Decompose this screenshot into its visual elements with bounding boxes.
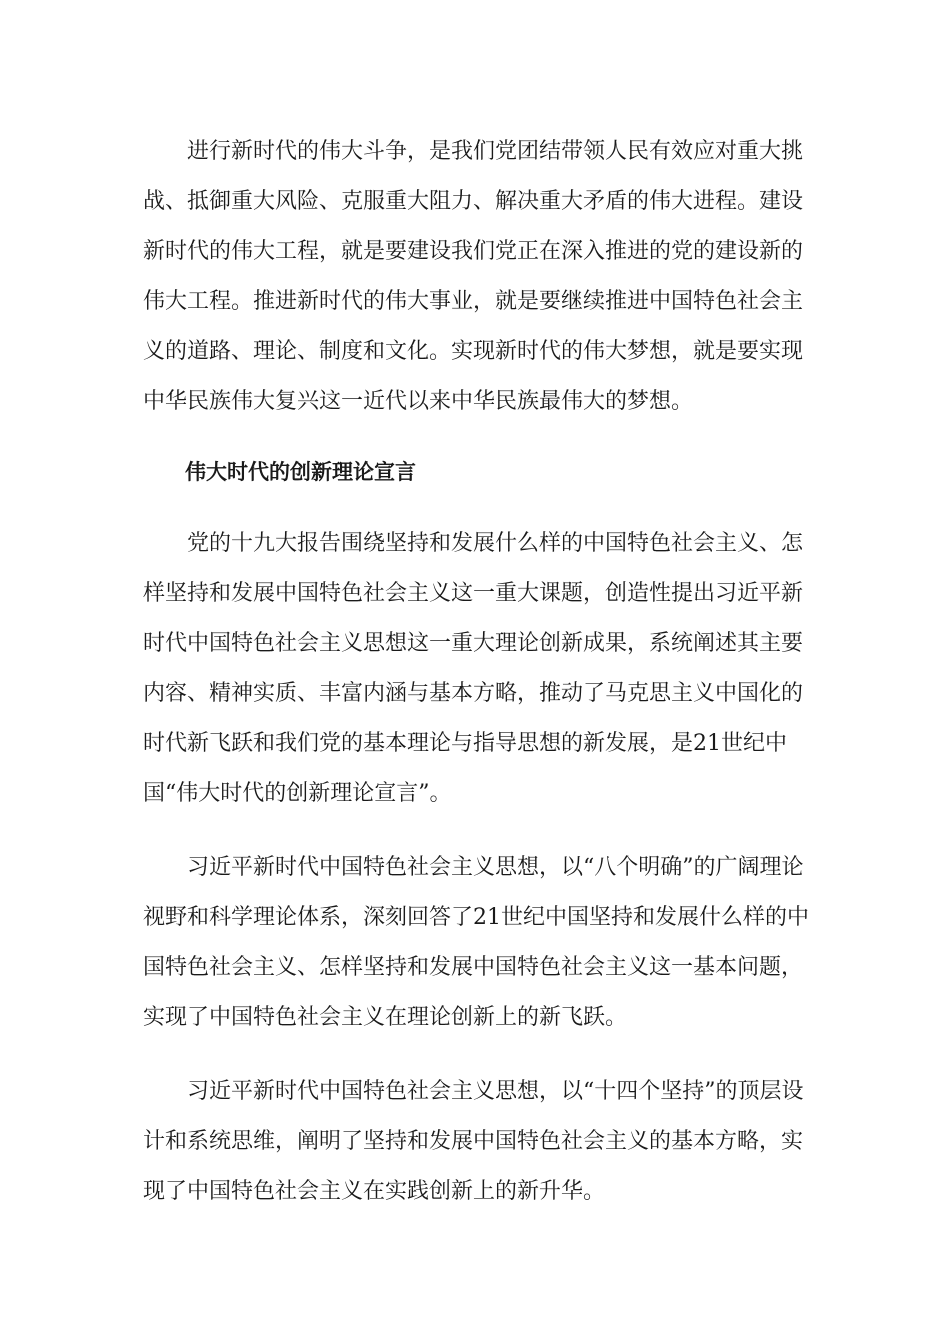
paragraph-great-struggle: 进行新时代的伟大斗争，是我们党团结带领人民有效应对重大挑战、抵御重大风险、克服重大阻力、解决重大矛盾的伟大进程。建设新时代的伟大工程，就是要建设我们党正在深入推进的党的建设新的伟大工程。推进新时代的伟大事业，就是要继续推进中国特色社会主义的道路、理论、制度和文化。实现新时代的伟大梦想，就是要实现中华民族伟大复兴这一近代以来中华民族最伟大的梦想。 — [143, 139, 804, 414]
document-body — [143, 127, 813, 1217]
section-heading: 伟大时代的创新理论宣言 — [185, 460, 416, 484]
paragraph-fourteen-adherences: 习近平新时代中国特色社会主义思想，以“十四个坚持”的顶层设计和系统思维，阐明了坚持和发展中国特色社会主义的基本方略，实现了中国特色社会主义在实践创新上的新升华。 — [143, 1079, 804, 1204]
paragraph-eight-clarifications: 习近平新时代中国特色社会主义思想，以“八个明确”的广阔理论视野和科学理论体系，深刻回答了21世纪中国坚持和发展什么样的中国特色社会主义、怎样坚持和发展中国特色社会主义这一基本问题，实现了中国特色社会主义在理论创新上的新飞跃。 — [143, 855, 809, 1030]
paragraph-theory-declaration: 党的十九大报告围绕坚持和发展什么样的中国特色社会主义、怎样坚持和发展中国特色社会主义这一重大课题，创造性提出习近平新时代中国特色社会主义思想这一重大理论创新成果，系统阐述其主要内容、精神实质、丰富内涵与基本方略，推动了马克思主义中国化的时代新飞跃和我们党的基本理论与指导思想的新发展，是21世纪中国“伟大时代的创新理论宣言”。 — [143, 531, 804, 806]
